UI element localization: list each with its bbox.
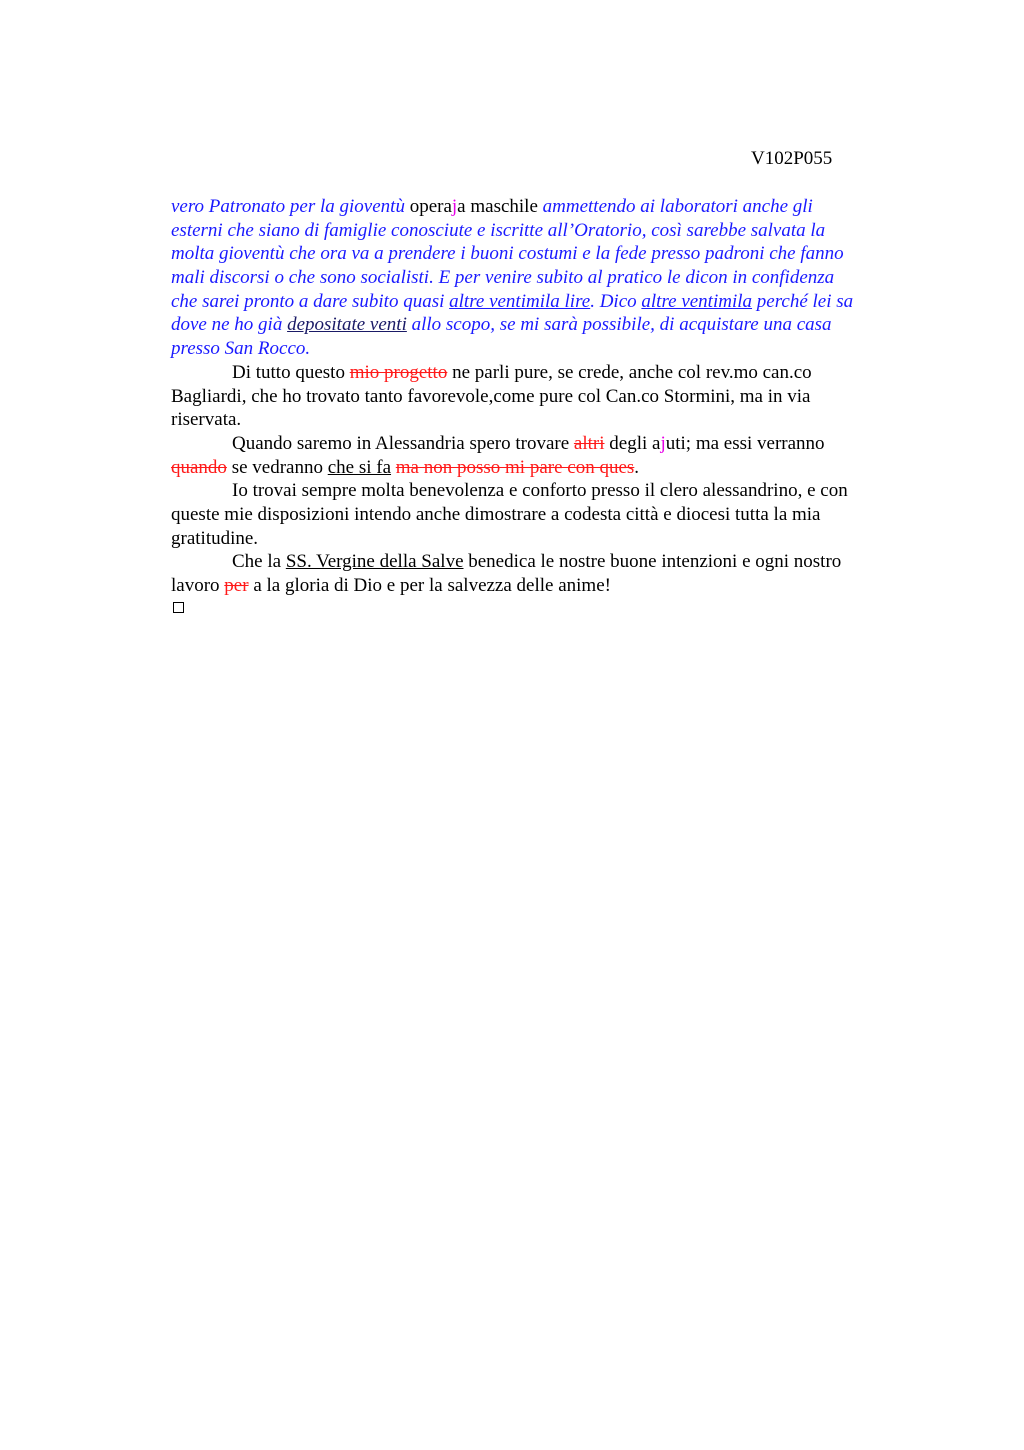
italic-insert: che sarei pronto a dare subito quasi	[171, 290, 450, 312]
letter-body	[171, 195, 931, 598]
p1-line-4: mali discorsi o che sono socialisti. E per venire subito al pratico le dicon in confidenza	[171, 267, 835, 289]
italic-insert: perché lei sa	[752, 290, 854, 312]
italic-insert: vero Patronato per la gioventù	[171, 196, 405, 217]
plain-text: Quando saremo in Alessandria spero trovare	[232, 432, 574, 454]
italic-insert: dove ne ho già	[171, 314, 288, 336]
plain-text: ne parli pure, se crede, anche col rev.mo can.co	[447, 361, 812, 383]
plain-text: a maschile	[457, 196, 543, 217]
plain-text: Che la	[232, 551, 286, 573]
deleted-text: ma non posso mi pare con ques	[395, 456, 635, 478]
plain-text: lavoro	[171, 575, 225, 596]
p1-line-3: molta gioventù che ora va a prendere i buoni costumi e la fede presso padroni che fanno	[171, 243, 844, 265]
plain-text: uti; ma essi verranno	[665, 432, 825, 454]
empty-square-icon	[173, 602, 184, 613]
letter-correction: j	[660, 432, 666, 454]
p1-line-7: presso San Rocco.	[171, 338, 311, 360]
p1-line-6	[171, 313, 931, 337]
deleted-text: quando	[171, 456, 227, 478]
italic-insert: allo scopo, se mi sarà possibile, di acquistare una casa	[406, 314, 832, 336]
plain-text: benedica le nostre buone intenzioni e ogni nostro	[463, 551, 842, 573]
plain-text: .	[634, 456, 640, 478]
italic-insert: ammettendo ai laboratori anche gli	[542, 196, 813, 217]
p3-line-1	[171, 432, 931, 456]
underlined-text: altre ventimila lire	[449, 290, 591, 312]
p1-line-2: esterni che siano di famiglie conosciute e iscritte all’Oratorio, così sarebbe salvata la	[171, 219, 826, 241]
plain-text: Di tutto questo	[232, 361, 350, 383]
underlined-text: SS. Vergine della Salve	[285, 551, 464, 573]
plain-text: opera	[404, 196, 452, 217]
deleted-text: per	[224, 575, 249, 596]
deleted-text: altri	[573, 432, 605, 454]
plain-text: degli a	[604, 432, 661, 454]
underlined-text: depositate venti	[287, 314, 407, 336]
p2-line-2: Bagliardi, che ho trovato tanto favorevole,come pure col Can.co Stormini, ma in via	[171, 385, 811, 407]
p3-line-2	[171, 456, 931, 480]
p5-line-1	[171, 550, 931, 574]
p2-line-1	[171, 361, 931, 385]
deleted-text: mio progetto	[349, 361, 448, 383]
p4-line-1: Io trovai sempre molta benevolenza e conforto presso il clero alessandrino, e con	[232, 480, 848, 502]
letter-correction: j	[451, 196, 458, 217]
p4-line-3: gratitudine.	[171, 527, 259, 549]
p1-line-1	[171, 195, 931, 219]
page-reference-code: V102P055	[751, 148, 833, 169]
plain-text: a la gloria di Dio e per la salvezza delle anime!	[248, 575, 611, 596]
p4-line-2: queste mie disposizioni intendo anche dimostrare a codesta città e diocesi tutta la mia	[171, 503, 821, 525]
underlined-text: altre ventimila	[641, 290, 753, 312]
plain-text: se vedranno	[226, 456, 328, 478]
p1-line-5	[171, 290, 931, 314]
underlined-text: che si fa	[327, 456, 392, 478]
italic-insert: . Dico	[590, 290, 642, 312]
p5-line-2	[171, 574, 931, 598]
p2-line-3: riservata.	[171, 409, 242, 431]
